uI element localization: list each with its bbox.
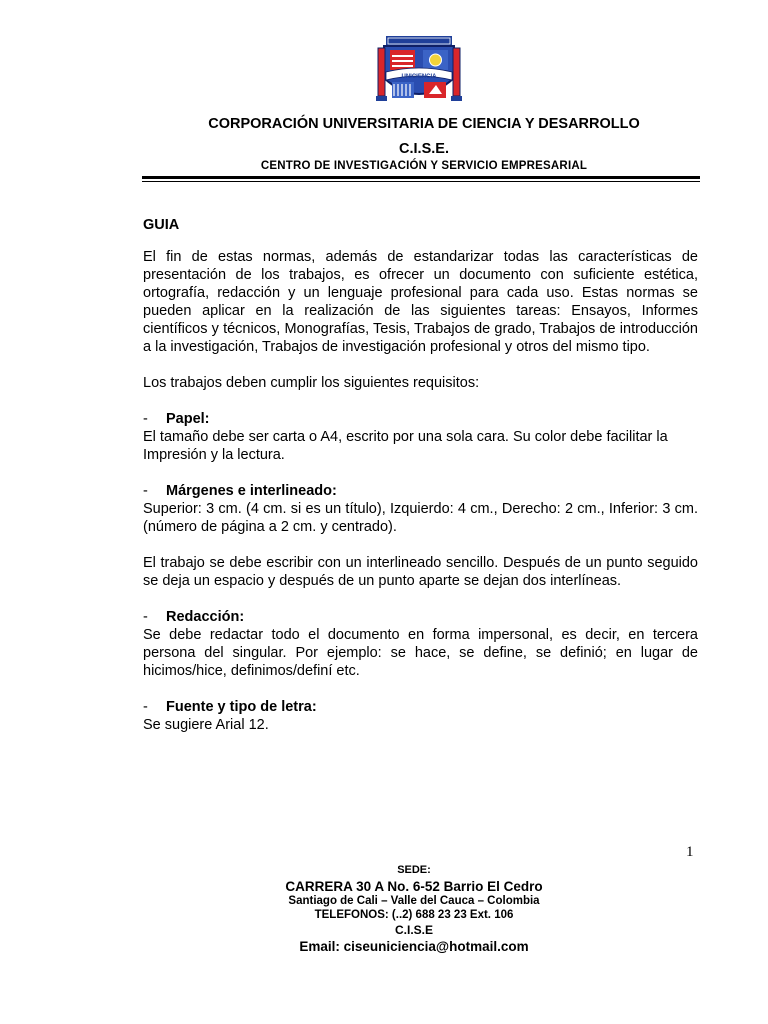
footer-email: Email: ciseuniciencia@hotmail.com [299, 939, 529, 954]
header-divider-thin [142, 181, 700, 182]
section-heading-label: Papel: [166, 411, 210, 427]
section-paragraph: Se debe redactar todo el documento en forma impersonal, es decir, en tercera persona del singular. Por ejemplo: se hace, se define, se definió; en lugar de hicimos/hice, definimos/definí etc. [143, 627, 698, 679]
section-heading [143, 698, 698, 716]
section-heading [143, 608, 698, 626]
bullet-dash: - [143, 699, 148, 715]
intro-paragraph: El fin de estas normas, además de estandarizar todas las características de presentación de los trabajos, es ofrecer un documento con suficiente estética, ortografía, redacción y un lenguaje profesional para cada uso. Estas normas se pueden aplicar en la realización de las siguientes tareas: Ensayos, Informes científicos y técnicos, Monografías, Tesis, Trabajos de grado, Trabajos de introducción a la investigación, Trabajos de investigación profesional y otros del mismo tipo. [143, 249, 698, 355]
section-paragraph: Se sugiere Arial 12. [143, 717, 269, 733]
logo-motto: UNICIENCIA [401, 74, 437, 80]
footer-phones: TELEFONOS: (..2) 688 23 23 Ext. 106 [314, 909, 514, 921]
bullet-dash: - [143, 411, 148, 427]
footer-city: Santiago de Cali – Valle del Cauca – Colombia [288, 895, 540, 907]
footer-acronym: C.I.S.E [394, 923, 433, 937]
section-heading [143, 410, 698, 428]
institution-acronym: C.I.S.E. [399, 141, 449, 157]
institution-name: CORPORACIÓN UNIVERSITARIA DE CIENCIA Y DESARROLLO [208, 116, 640, 132]
document-title: GUIA [143, 217, 180, 233]
section-fuente [143, 698, 698, 734]
center-name: CENTRO DE INVESTIGACIÓN Y SERVICIO EMPRESARIAL [260, 160, 588, 172]
section-paragraph: Superior: 3 cm. (4 cm. si es un título), Izquierdo: 4 cm., Derecho: 2 cm., Inferior: 3 cm. (número de página a 2 cm. y centrado). [143, 501, 698, 535]
header-divider [142, 176, 700, 179]
section-paragraph: El tamaño debe ser carta o A4, escrito por una sola cara. Su color debe facilitar la Impresión y la lectura. [143, 429, 668, 463]
section-heading-label: Márgenes e interlineado: [166, 483, 337, 499]
page-number: 1 [686, 844, 694, 860]
footer-address: CARRERA 30 A No. 6-52 Barrio El Cedro [285, 879, 543, 894]
university-crest-icon [374, 34, 464, 108]
section-papel [143, 410, 698, 464]
bullet-dash: - [143, 609, 148, 625]
section-paragraph: El trabajo se debe escribir con un interlineado sencillo. Después de un punto seguido se deja un espacio y después de un punto aparte se dejan dos interlíneas. [143, 555, 698, 589]
section-heading-label: Fuente y tipo de letra: [166, 699, 317, 715]
section-heading-label: Redacción: [166, 609, 245, 625]
section-heading [143, 482, 698, 500]
requirements-intro: Los trabajos deben cumplir los siguientes requisitos: [143, 375, 480, 391]
bullet-dash: - [143, 483, 148, 499]
section-margenes [143, 482, 698, 590]
footer-sede-label: SEDE: [397, 864, 431, 876]
section-redaccion [143, 608, 698, 680]
document-body [143, 216, 698, 734]
